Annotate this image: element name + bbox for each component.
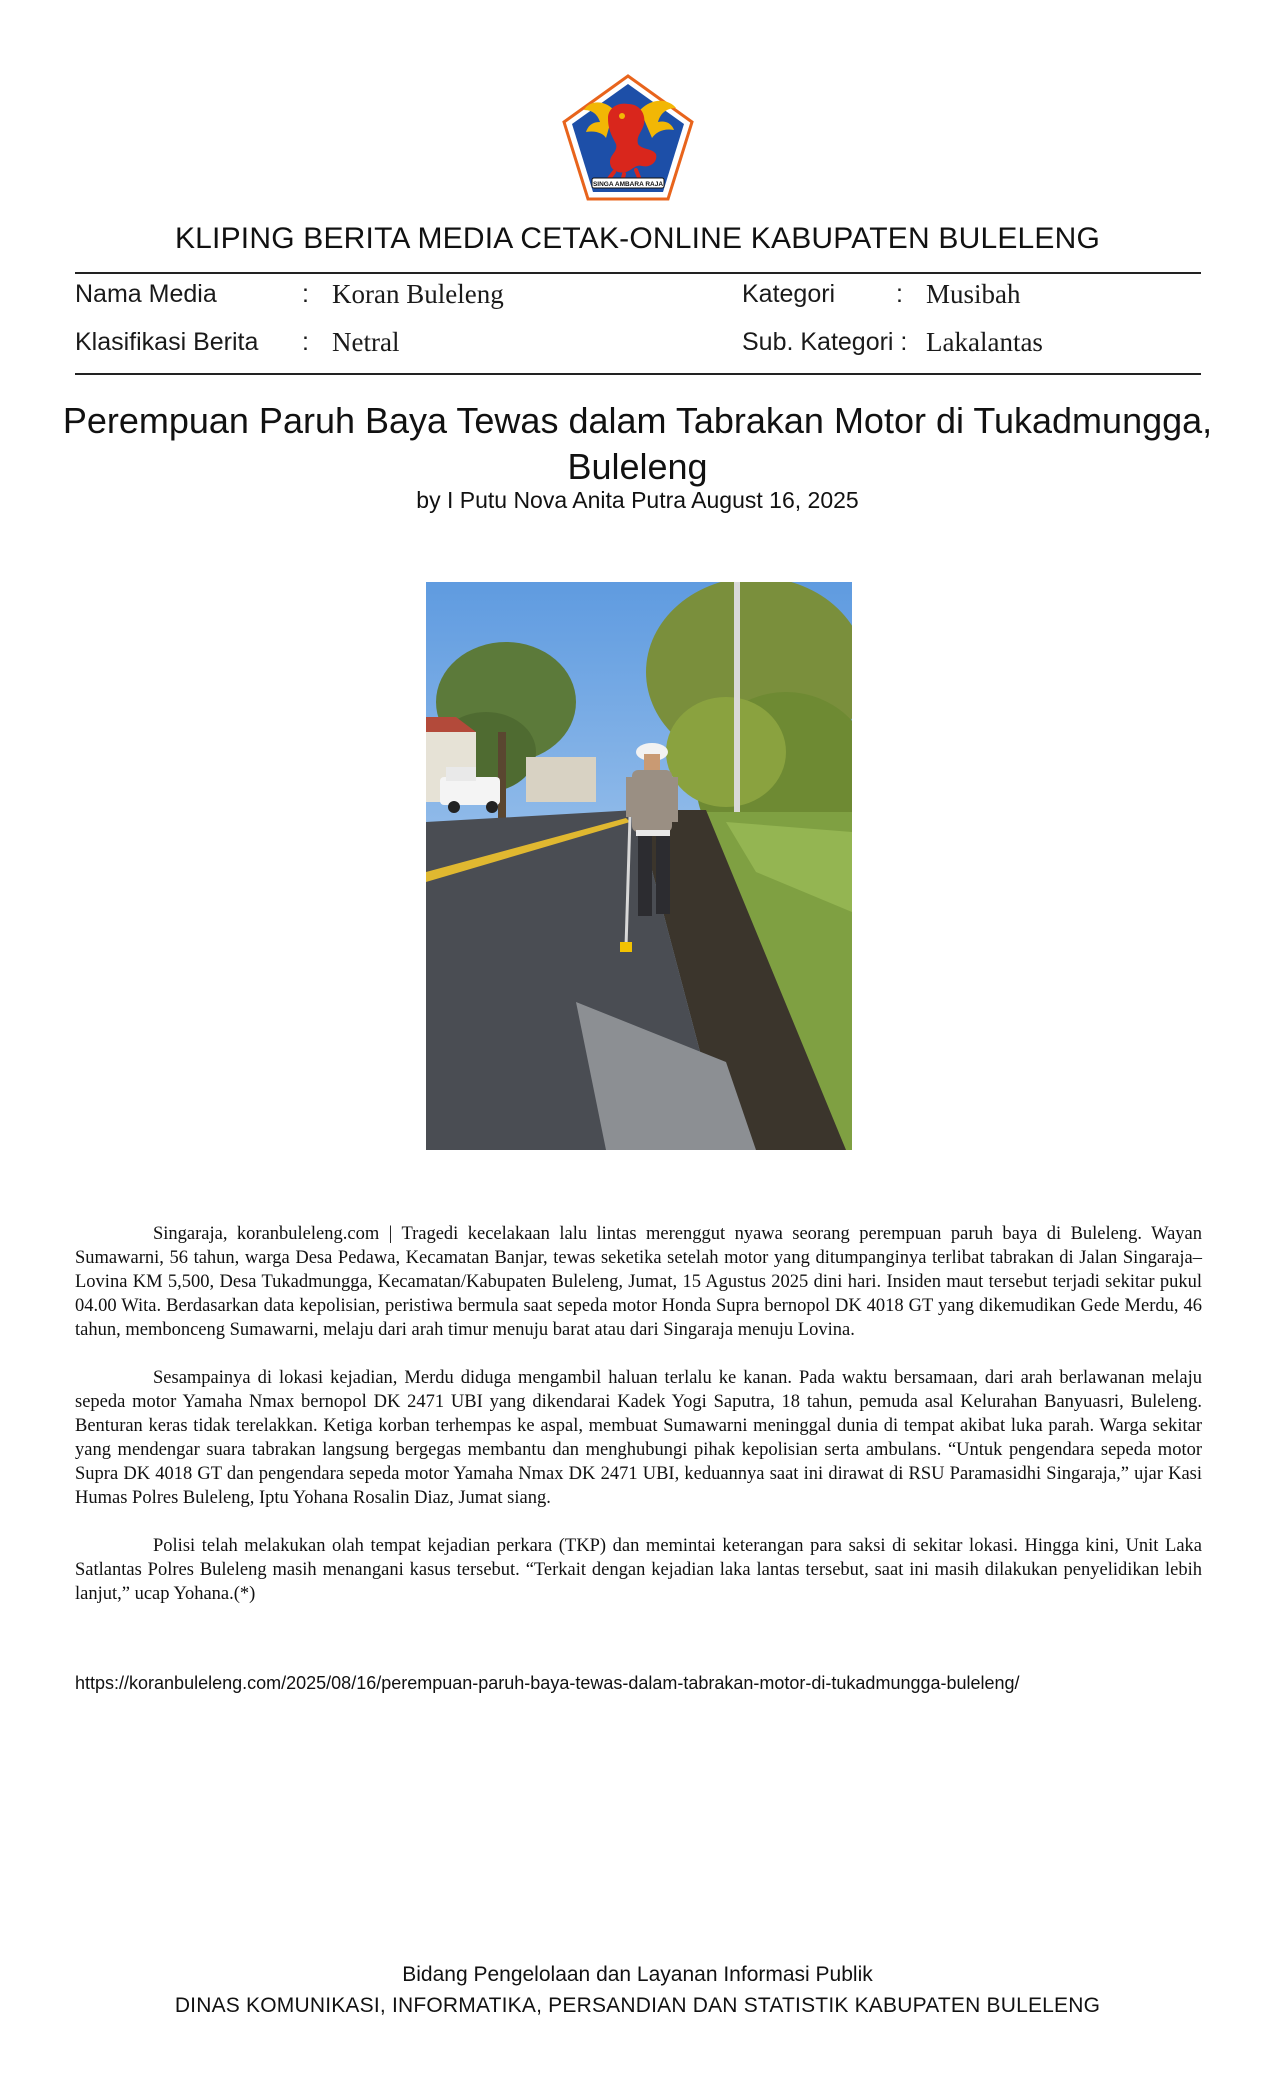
klasifikasi-colon: : <box>302 328 309 356</box>
paragraph: Singaraja, koranbuleleng.com | Tragedi kecelakaan lalu lintas merenggut nyawa seorang perempuan paruh baya di Buleleng. Wayan Sumawarni, 56 tahun, warga Desa Pedawa, Kecamatan Banjar, tewas seketika setelah motor yang ditumpanginya terlibat tabrakan di Jalan Singaraja–Lovina KM 5,500, Desa Tukadmungga, Kecamatan/Kabupaten Buleleng, Jumat, 15 Agustus 2025 dini hari. Insiden maut tersebut terjadi sekitar pukul 04.00 Wita. Berdasarkan data kepolisian, peristiwa bermula saat sepeda motor Honda Supra bernopol DK 4018 GT yang dikemudikan Gede Merdu, 46 tahun, membonceng Sumawarni, melaju dari arah timur menuju barat atau dari Singaraja menuju Lovina. <box>75 1224 1202 1340</box>
nama-media-label: Nama Media <box>75 280 217 308</box>
logo-motto: SINGA AMBARA RAJA <box>592 181 664 188</box>
article-headline: Perempuan Paruh Baya Tewas dalam Tabrakan Motor di Tukadmungga, Buleleng <box>62 400 1213 487</box>
buleleng-regency-logo <box>562 74 694 201</box>
top-divider <box>75 272 1201 274</box>
article-byline: by I Putu Nova Anita Putra August 16, 2025 <box>416 487 859 513</box>
nama-media-colon: : <box>302 280 309 308</box>
klasifikasi-label: Klasifikasi Berita <box>75 328 259 356</box>
footer-agency: DINAS KOMUNIKASI, INFORMATIKA, PERSANDIAN DAN STATISTIK KABUPATEN BULELENG <box>174 1994 1101 2017</box>
sub-kategori-label: Sub. Kategori : <box>742 328 908 356</box>
klasifikasi-value: Netral <box>332 327 400 357</box>
paragraph: Polisi telah melakukan olah tempat kejadian perkara (TKP) dan memintai keterangan para saksi di sekitar lokasi. Hingga kini, Unit Laka Satlantas Polres Buleleng masih menangani kasus tersebut. “Terkait dengan kejadian laka lantas tersebut, saat ini masih dilakukan penyelidikan lebih lanjut,” ucap Yohana.(*) <box>75 1536 1202 1604</box>
kategori-label: Kategori <box>742 280 836 308</box>
kategori-value: Musibah <box>926 279 1021 309</box>
sub-kategori-value: Lakalantas <box>926 327 1043 357</box>
document-title: KLIPING BERITA MEDIA CETAK-ONLINE KABUPATEN BULELENG <box>174 222 1101 255</box>
source-url-link[interactable]: https://koranbuleleng.com/2025/08/16/perempuan-paruh-baya-tewas-dalam-tabrakan-motor-di-tukadmungga-buleleng/ <box>75 1673 1020 1693</box>
paragraph: Sesampainya di lokasi kejadian, Merdu diduga mengambil haluan terlalu ke kanan. Pada waktu bersamaan, dari arah berlawanan melaju sepeda motor Yamaha Nmax bernopol DK 2471 UBI yang dikendarai Kadek Yogi Saputra, 18 tahun, pemuda asal Kelurahan Banyuasri, Buleleng. Benturan keras tidak terelakkan. Ketiga korban terhempas ke aspal, membuat Sumawarni meninggal dunia di tempat akibat luka parah. Warga sekitar yang mendengar suara tabrakan langsung bergegas membantu dan menghubungi pihak kepolisian serta ambulans. “Untuk pengendara sepeda motor Supra DK 4018 GT dan pengendara sepeda motor Yamaha Nmax DK 2471 UBI, keduannya saat ini dirawat di RSU Paramasidhi Singaraja,” ujar Kasi Humas Polres Buleleng, Iptu Yohana Rosalin Diaz, Jumat siang. <box>75 1368 1202 1508</box>
article-body <box>75 1222 1202 1630</box>
bottom-divider <box>75 373 1201 375</box>
footer-division: Bidang Pengelolaan dan Layanan Informasi Publik <box>402 1963 873 1986</box>
kategori-colon: : <box>896 280 903 308</box>
nama-media-value: Koran Buleleng <box>332 279 504 309</box>
article-photo <box>426 582 852 1150</box>
